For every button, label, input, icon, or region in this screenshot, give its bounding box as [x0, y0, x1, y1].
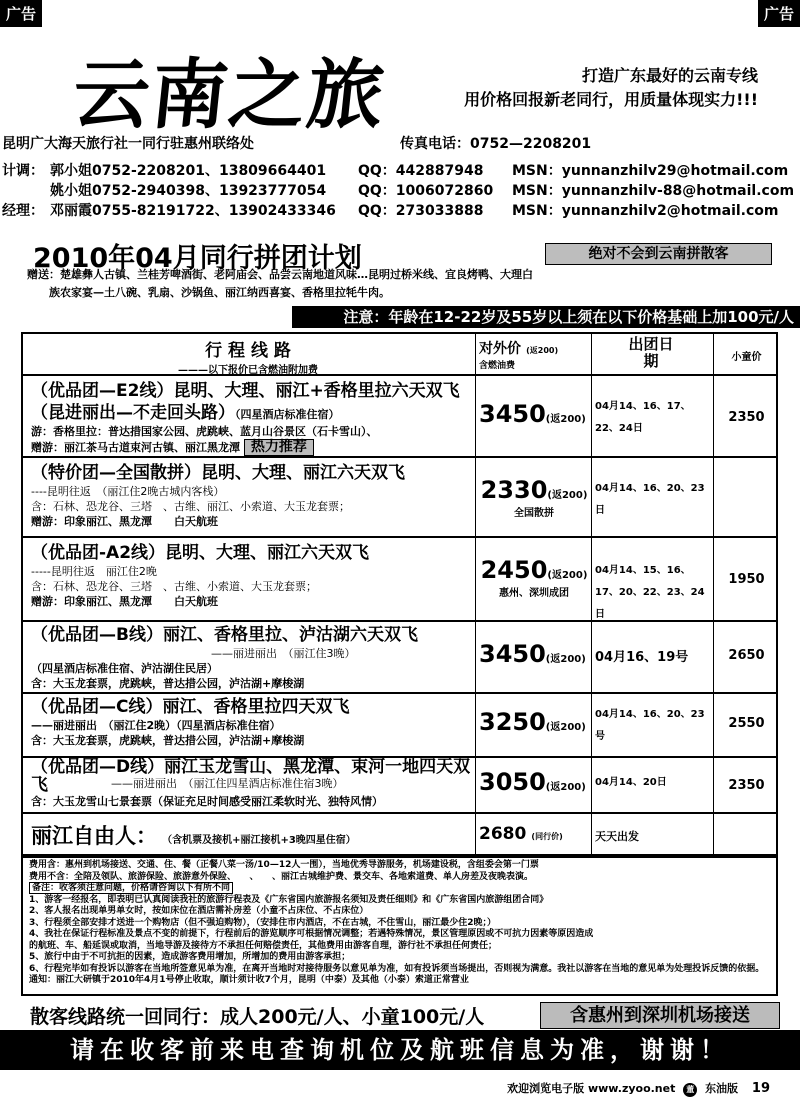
- route-dates: 04月16、19号: [595, 650, 689, 665]
- route-line-2: 含：石林、恐龙谷、三塔 、古维、丽江、小索道、大玉龙套票；: [31, 500, 350, 513]
- slogan-line-1: 打造广东最好的云南专线: [581, 66, 758, 85]
- route-child-price: 1950: [728, 572, 765, 587]
- agency-name: 昆明广大海天旅行社一同行驻惠州联络处: [2, 136, 254, 152]
- route-child-price: 2650: [728, 648, 765, 663]
- row-divider: [23, 536, 776, 538]
- route-price: 2450: [480, 556, 548, 584]
- route-cell: [31, 380, 471, 456]
- note-line: 1、游客一经报名，即表明已认真阅读我社的旅游行程表及《广东省国内旅游报名须知及责任细则》和《广东省国内旅游组团合同》: [29, 894, 549, 905]
- route-line-2: 含：石林、恐龙谷、三塔 、古维、小索道、大玉龙套票；: [31, 580, 317, 593]
- header-child: 小童价: [731, 352, 762, 363]
- route-rebate: (返200): [545, 654, 586, 665]
- route-cell: [31, 696, 471, 748]
- gift-text: [27, 266, 787, 302]
- contact-name: 郭小姐0752-2208201、13809664401: [50, 163, 327, 179]
- free-trip-title: 丽江自由人：: [31, 824, 157, 848]
- route-dates: 04月14、16、20、23号: [595, 709, 705, 742]
- publication-logo-icon: 董: [683, 1083, 697, 1097]
- route-line-2: 游：香格里拉：普达措国家公园、虎跳峡、蓝月山谷景区（石卡雪山）、: [31, 425, 378, 438]
- route-cell: [31, 624, 471, 691]
- note-remark: 备注：收客须注意问题，价格请咨询以下有所不同: [29, 882, 233, 894]
- route-title: （优品团—B线）丽江、香格里拉、泸沽湖六天双飞: [31, 625, 418, 645]
- row-divider: [23, 812, 776, 814]
- free-trip-price-cell: [479, 824, 589, 844]
- price-cell: [479, 476, 589, 519]
- route-dates: 04月14、15、16、17、20、22、23、24日: [595, 565, 705, 620]
- route-price: 3250: [479, 708, 546, 736]
- route-table: [21, 332, 778, 856]
- contact-msn: MSN：yunnanzhilv29@hotmail.com: [512, 163, 789, 179]
- route-title: （优品团—C线）丽江、香格里拉四天双飞: [31, 697, 350, 717]
- ad-label-right: 广告: [758, 0, 800, 27]
- route-child-price: 2550: [728, 716, 765, 731]
- notes-block: [21, 856, 778, 996]
- col-divider: [591, 334, 592, 854]
- gift-line-1: 赠送：楚雄彝人古镇、兰桂芳啤酒街、老阿庙会、品尝云南地道风味…昆明过桥米线、宜良烤鸭、大理白: [27, 268, 533, 281]
- page-number: 19: [751, 1081, 770, 1096]
- note-line: 5、旅行中由于不可抗拒的因素，造成游客费用增加，所增加的费用由游客承担；: [29, 952, 351, 962]
- route-title-text: （优品团—E2线）昆明、大理、丽江+香格里拉六天双飞（昆进丽出—不走回头路）: [31, 381, 460, 423]
- age-notice: 注意：年龄在12-22岁及55岁以上须在以下价格基础上加100元/人: [292, 306, 800, 328]
- contact-name: 姚小姐0752-2940398、13923777054: [50, 183, 327, 199]
- route-line-2: 含：大玉龙套票，虎跳峡，普达措公园，泸沽湖+摩梭湖: [31, 734, 305, 747]
- route-title: （特价团—全国散拼）昆明、大理、丽江六天双飞: [31, 463, 405, 483]
- contact-role: 计调：: [2, 163, 44, 179]
- route-line-3: 赠游：印象丽江、黑龙潭 白天航班: [31, 595, 218, 608]
- route-line-2: （四星酒店标准住宿、泸沽湖住民居）: [31, 662, 218, 675]
- note-line: 2、客人报名出现单男单女时，按如床位在酒店需补房差（小童不占床位、不占床位）: [29, 906, 369, 916]
- contact-msn: MSN：yunnanzhilv-88@hotmail.com: [512, 183, 795, 199]
- route-child-price: 2350: [728, 410, 765, 425]
- route-title: （优品团-A2线）昆明、大理、丽江六天双飞: [31, 543, 370, 563]
- contact-name: 邓丽霞0755-82191722、13902433346: [50, 203, 336, 219]
- footer-band: 请在收客前来电查询机位及航班信息为准，谢谢！: [0, 1030, 800, 1070]
- header-route: [23, 336, 473, 376]
- route-rebate: (返200): [545, 414, 586, 425]
- route-line-3: [31, 439, 471, 456]
- route-dates: 04月14、16、20、23日: [595, 483, 705, 516]
- header-price: [479, 338, 589, 371]
- note-line: 费用不含：全陪及领队、旅游保险、旅游意外保险、 、 、丽江古城维护费、景交车、各地索道费、单人房差及夜晚表演。: [29, 871, 534, 882]
- route-price-extra: 全国散拼: [514, 508, 554, 519]
- route-child-price: 2350: [728, 778, 765, 793]
- col-divider: [713, 334, 714, 854]
- route-hotel: ——丽进丽出 （丽江住3晚）: [211, 647, 356, 660]
- note-line: 的航班、车、船延误或取消，当地导游及接待方不承担任何赔偿责任，其他费用由游客自理，游行社不承担任何责任；: [29, 940, 498, 951]
- route-cell: [31, 542, 471, 609]
- contact-row: [0, 160, 800, 180]
- row-divider: [23, 692, 776, 694]
- bottom-line: [0, 1002, 800, 1028]
- route-hotel: ——丽进丽出 （丽江住2晚）（四星酒店标准住宿）: [31, 719, 281, 732]
- route-title: （优品团—D线）丽江玉龙雪山、黑龙潭、束河一地四天双飞: [31, 758, 471, 795]
- footer-edition: 东油版: [705, 1082, 739, 1095]
- route-rebate: (返200): [547, 570, 588, 581]
- airport-transfer-tag: 含惠州到深圳机场接送: [540, 1002, 780, 1029]
- row-divider: [23, 456, 776, 458]
- plan-title: 2010年04月同行拼团计划: [33, 243, 362, 274]
- contact-row: [0, 200, 800, 220]
- header-route-sub: ———以下报价已含燃油附加费: [178, 365, 318, 376]
- price-cell: [479, 640, 589, 668]
- note-line: 3、行程须全部安排才送进一个购物店（但不强迫购物），（安排住市内酒店，不在古城，不住雪山，丽江最少住2晚；）: [29, 917, 497, 928]
- price-cell: [479, 708, 589, 736]
- route-price: 3450: [479, 400, 546, 428]
- note-line: [29, 883, 770, 895]
- route-dates: 04月14、16、17、22、24日: [595, 401, 691, 434]
- gift-line-2: 族农家宴—土八碗、乳扇、沙锅鱼、丽江纳西喜宴、香格里拉牦牛肉。: [49, 286, 390, 299]
- route-title: [31, 380, 471, 424]
- price-cell: [479, 400, 589, 428]
- slogan-line-2: 用价格回报新老同行，用质量体现实力!!!: [464, 90, 758, 109]
- route-price-extra: 惠州、深圳成团: [499, 588, 569, 599]
- free-trip-dates: 天天出发: [595, 830, 639, 843]
- route-hotel: ——丽进丽出 （丽江住四星酒店标准住宿3晚）: [111, 777, 344, 790]
- route-line-2: 含：大玉龙雪山七景套票（保证充足时间感受丽江柔软时光、独特风情）: [31, 795, 383, 808]
- price-cell: [479, 556, 589, 599]
- contact-row: [0, 180, 800, 200]
- agency-fax: 传真电话：0752—2208201: [400, 136, 592, 152]
- route-rebate: (返200): [547, 490, 588, 501]
- route-dates: 04月14、20日: [595, 777, 667, 788]
- plan-badge: 绝对不会到云南拼散客: [545, 243, 772, 265]
- hot-recommend-badge: 热力推荐: [244, 439, 314, 456]
- bottom-line-text: 散客线路统一回同行：成人200元/人、小童100元/人: [30, 1006, 485, 1028]
- contact-qq: QQ：442887948: [358, 163, 484, 179]
- header-price-note2: 含燃油费: [479, 361, 516, 371]
- route-hotel: （四星酒店标准住宿）: [235, 408, 340, 421]
- logo-title: 云南之旅: [68, 50, 391, 139]
- price-cell: [479, 768, 589, 796]
- header: [0, 30, 800, 139]
- route-line-3-text: 赠游：丽江茶马古道束河古镇、丽江黑龙潭: [31, 441, 240, 454]
- header-route-title: 行 程 线 路: [205, 341, 291, 361]
- route-line-3: 含：大玉龙套票，虎跳峡，普达措公园，泸沽湖+摩梭湖: [31, 677, 305, 690]
- note-line: 4、我社在保证行程标准及景点不变的前提下，行程前后的游览顺序可根据情况调整；若遇特殊情况，景区管理原因或不可抗力因素等原因造成: [29, 929, 594, 939]
- ad-label-left: 广告: [0, 0, 42, 27]
- slogan: [464, 64, 758, 112]
- route-price: 2330: [480, 476, 548, 504]
- route-price: 3450: [479, 640, 546, 668]
- contact-role: 经理：: [2, 203, 44, 219]
- contact-qq: QQ：1006072860: [358, 183, 494, 199]
- route-line-3: 赠游：印象丽江、黑龙潭 白天航班: [31, 515, 218, 528]
- agency-row: [0, 133, 800, 153]
- header-price-note: (返200): [526, 346, 559, 355]
- route-price: 3050: [479, 768, 546, 796]
- route-rebate: (返200): [545, 722, 586, 733]
- contact-qq: QQ：273033888: [358, 203, 484, 219]
- col-divider: [475, 334, 476, 854]
- free-trip-price: 2680: [479, 824, 527, 844]
- route-hotel: ----昆明往返 （丽江住2晚古城内客栈）: [31, 485, 225, 498]
- route-hotel: -----昆明往返 丽江住2晚: [31, 565, 157, 578]
- header-price-title: 对外价: [479, 341, 521, 357]
- note-line: 6、行程完毕如有投诉以游客在当地所签意见单为准，在离开当地时对接待服务以意见单为准，如有投诉须当场提出，否则视为满意。我社以游客在当地的意见单为处理投诉反馈的依据。通知：丽江大研镇于2010年4月1号停止收取，顺计须计收7个月，昆明（中泰）及其他（小泰）索道正常营业: [29, 963, 765, 985]
- contact-msn: MSN：yunnanzhilv2@hotmail.com: [512, 203, 779, 219]
- footer-site: 欢迎浏览电子版 www.zyoo.net: [507, 1082, 676, 1095]
- route-cell: [31, 462, 471, 529]
- route-cell: [31, 758, 471, 809]
- free-trip-detail: （含机票及接机+丽江接机+3晚四星住宿）: [162, 835, 356, 846]
- free-trip-cell: [31, 820, 471, 850]
- header-date: 出团日期: [628, 336, 674, 370]
- page-footer: [507, 1080, 770, 1097]
- free-trip-price-note: (同行价): [531, 832, 563, 841]
- note-line: 费用含：惠州到机场接送、交通、住、餐（正餐八菜一汤/10—12人一围），当地优秀导游服务，机场建设税，含组委会第一门票: [29, 860, 539, 870]
- route-rebate: (返200): [545, 782, 586, 793]
